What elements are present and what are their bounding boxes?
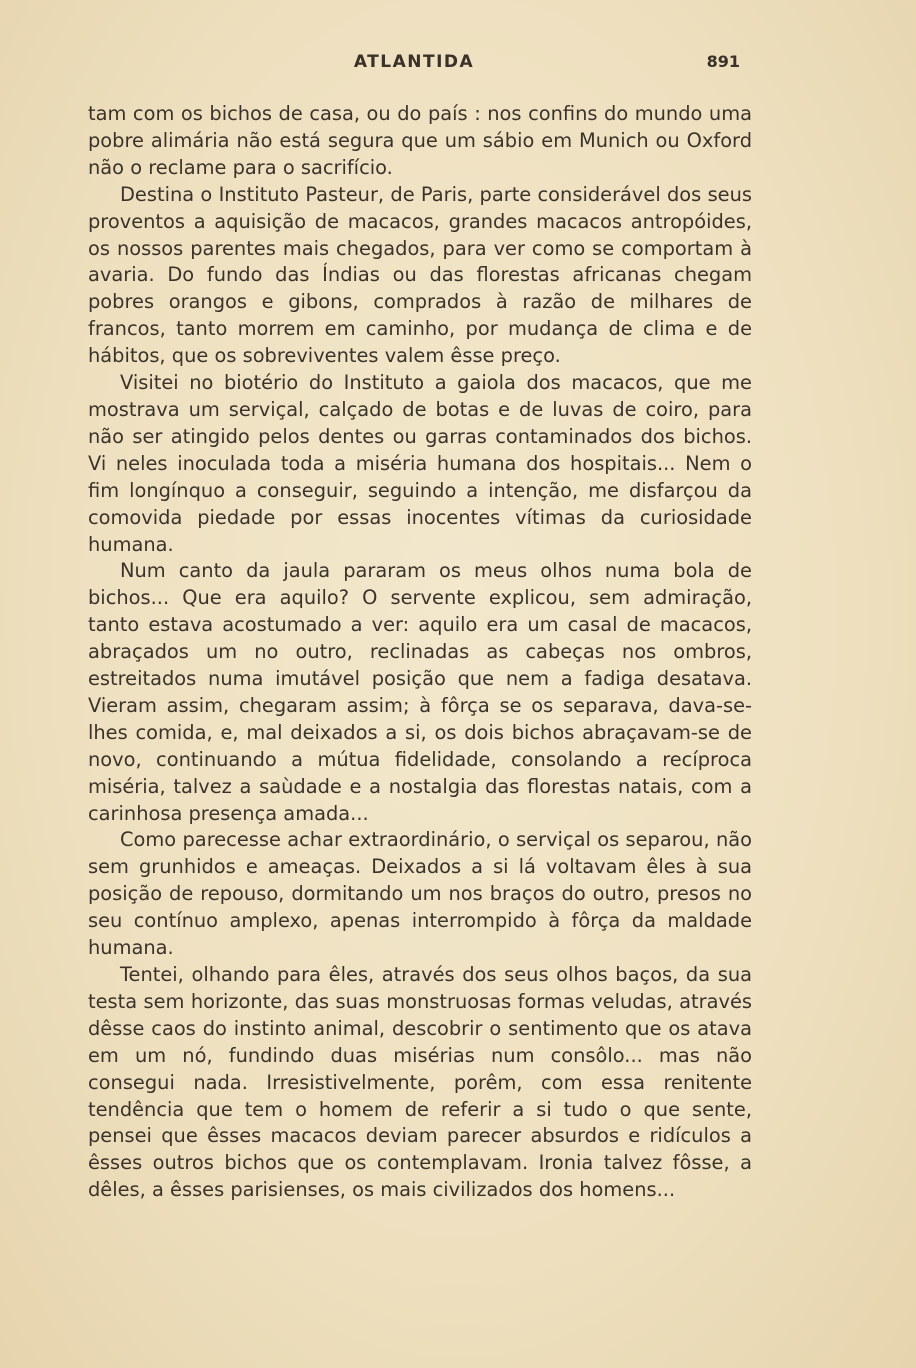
paragraph: Como parecesse achar extraordinário, o serviçal os separou, não sem grunhidos e ameaças. Deixados a si lá voltavam êles à sua posição de repouso, dormitando um nos braços do outro, presos no seu contínuo amplexo, apenas interrompido à fôrça da maldade humana. <box>88 828 752 960</box>
page-number: 891 <box>706 52 740 71</box>
page-header <box>88 52 740 80</box>
paragraph: Tentei, olhando para êles, através dos seus olhos baços, da sua testa sem horizonte, das suas monstruosas formas veludas, através dêsse caos do instinto animal, descobrir o sentimento que os atava em um nó, fundindo duas misérias num consôlo... mas não consegui nada. Irresistivelmente, porêm, com essa renitente tendência que tem o homem de referir a si tudo o que sente, pensei que êsses macacos deviam parecer absurdos e ridículos a êsses outros bichos que os contemplavam. Ironia talvez fôsse, a dêles, a êsses parisienses, os mais civilizados dos homens... <box>88 963 752 1202</box>
paragraph: tam com os bichos de casa, ou do país : nos confins do mundo uma pobre alimária não está segura que um sábio em Munich ou Oxford não o reclame para o sacrifício. <box>88 102 752 179</box>
paragraph: Destina o Instituto Pasteur, de Paris, parte considerável dos seus proventos a aquisição de macacos, grandes macacos antropóides, os nossos parentes mais chegados, para ver como se comportam à avaria. Do fundo das Índias ou das florestas africanas chegam pobres orangos e gibons, comprados à razão de milhares de francos, tanto morrem em caminho, por mudança de clima e de hábitos, que os sobreviventes valem êsse preço. <box>88 182 752 368</box>
running-title: ATLANTIDA <box>353 52 475 72</box>
paragraph: Visitei no biotério do Instituto a gaiola dos macacos, que me mostrava um serviçal, calçado de botas e de luvas de coiro, para não ser atingido pelos dentes ou garras contaminados dos bichos. Vi neles inoculada toda a miséria humana dos hospitais... Nem o fim longínquo a conseguir, seguindo a intenção, me disfarçou da comovida piedade por essas inocentes vítimas da curiosidade humana. <box>88 371 752 556</box>
body-text <box>88 101 752 1204</box>
paragraph: Num canto da jaula pararam os meus olhos numa bola de bichos... Que era aquilo? O servente explicou, sem admiração, tanto estava acostumado a ver: aquilo era um casal de macacos, abraçados um no outro, reclinadas as cabeças nos ombros, estreitados numa imutável posição que nem a fadiga desatava. Vieram assim, chegaram assim; à fôrça se os separava, dava-se-lhes comida, e, mal deixados a si, os dois bichos abraçavam-se de novo, continuando a mútua fidelidade, consolando a recíproca miséria, talvez a saùdade e a nostalgia das florestas natais, com a carinhosa presença amada... <box>88 559 752 825</box>
